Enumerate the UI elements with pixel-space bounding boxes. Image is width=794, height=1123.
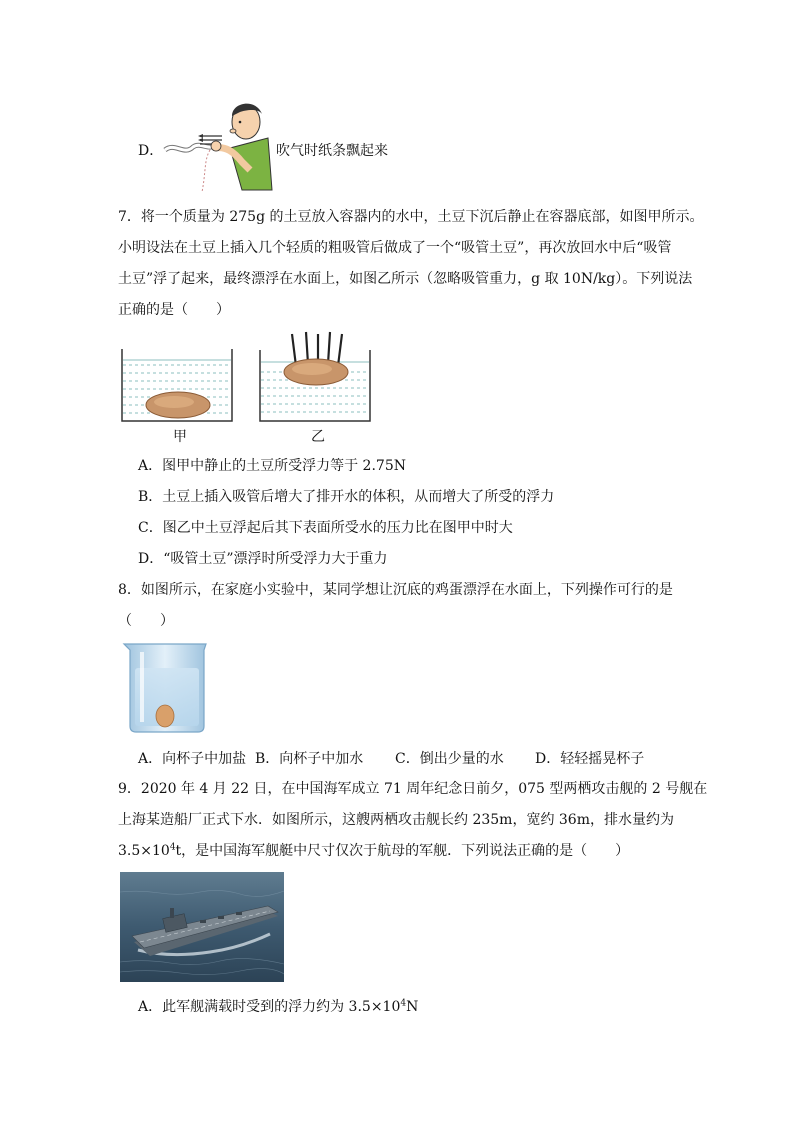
q7-option-b: B．土豆上插入吸管后增大了排开水的体积，从而增大了所受的浮力 [138,489,555,505]
q7-stem-line-1: 7．将一个质量为 275g 的土豆放入容器内的水中，土豆下沉后静止在容器底部，如图甲所示。 [118,209,704,225]
q9-displacement-value: 3.5×10 [118,843,170,859]
q9-stem-line-3 [118,841,629,861]
figure-jia-container-potato-sunk [118,347,236,425]
q8-option-b: B．向杯子中加水 [255,751,364,767]
q7-stem-line-2: 小明设法在土豆上插入几个轻质的粗吸管后做成了一个“吸管土豆”，再次放回水中后“吸管 [118,240,672,256]
q8-stem-line-1: 8．如图所示，在家庭小实验中，某同学想让沉底的鸡蛋漂浮在水面上，下列操作可行的是 [118,582,673,598]
q7-stem-line-3: 土豆”浮了起来，最终漂浮在水面上，如图乙所示（忽略吸管重力，g 取 10N/kg）。下列说法 [118,271,693,287]
q8-option-d: D．轻轻摇晃杯子 [535,751,645,767]
q9-stem-line-2: 上海某造船厂正式下水．如图所示，这艘两栖攻击舰长约 235m，宽约 36m，排水量约为 [118,812,674,828]
q7-option-d: D．“吸管土豆”漂浮时所受浮力大于重力 [138,551,388,567]
q9-stem-line-3-rest: t，是中国海军舰艇中尺寸仅次于航母的军舰．下列说法正确的是（ ） [175,843,630,859]
amphibious-assault-ship-photo [120,872,284,982]
q6-option-d-text: 吹气时纸条飘起来 [276,143,388,159]
q9-option-a-exponent: 4 [400,998,407,1009]
q6-option-d-label: D． [138,143,164,159]
q8-stem-line-2: （ ） [118,613,174,629]
figure-yi-caption: 乙 [311,429,325,445]
q8-option-a: A．向杯子中加盐 [138,751,247,767]
q9-stem-line-1: 9．2020 年 4 月 22 日，在中国海军成立 71 周年纪念日前夕，075 型两栖攻击舰的 2 号舰在 [118,781,708,797]
figure-yi-container-straw-potato-floating [256,330,374,425]
q8-options-row [138,749,644,769]
q7-option-c: C．图乙中土豆浮起后其下表面所受水的压力比在图甲中时大 [138,520,513,536]
boy-blowing-paper-illustration [160,98,275,196]
q9-option-a-text: A．此军舰满载时受到的浮力约为 3.5×10 [138,999,401,1015]
q9-option-a-unit: N [406,999,419,1015]
figure-jia-caption: 甲 [173,429,187,445]
q7-option-a: A．图甲中静止的土豆所受浮力等于 2.75N [138,458,406,474]
q9-option-a [138,997,418,1017]
q9-displacement-exponent: 4 [169,842,176,853]
q7-stem-line-4: 正确的是（ ） [118,302,230,318]
q8-option-c: C．倒出少量的水 [395,751,504,767]
beaker-with-sunken-egg-illustration [120,642,210,734]
